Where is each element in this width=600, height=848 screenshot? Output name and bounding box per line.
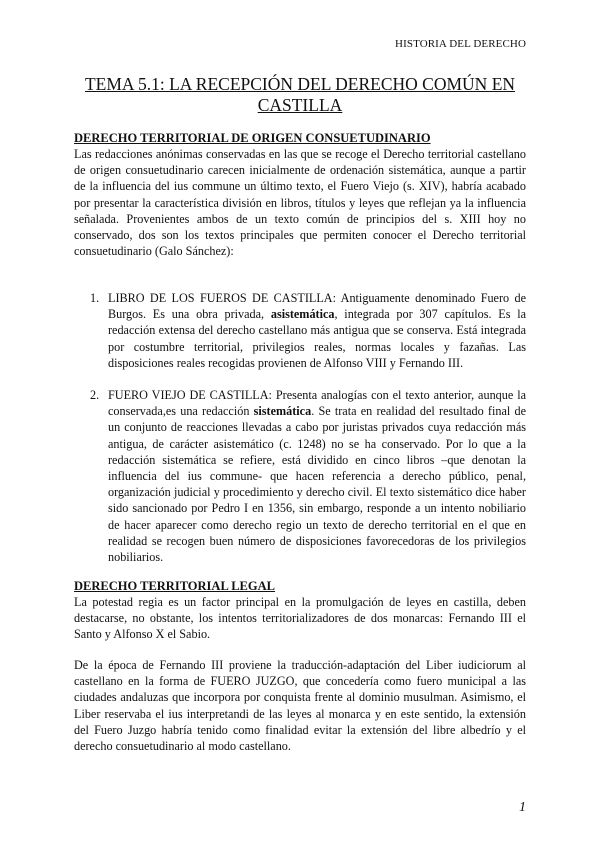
list-text: LIBRO DE LOS FUEROS DE CASTILLA: Antiguamente denominado Fuero de Burgos. Es una obra privada, [108,291,526,322]
running-header: HISTORIA DEL DERECHO [395,38,526,50]
title-line-2: CASTILLA [257,95,343,115]
section-heading-consuetudinario: DERECHO TERRITORIAL DE ORIGEN CONSUETUDINARIO [74,131,431,145]
title-line-1: TEMA 5.1: LA RECEPCIÓN DEL DERECHO COMÚN EN [84,74,516,94]
list-item-libro-fueros [90,290,526,371]
list-number: 1. [90,291,100,305]
intro-paragraph: Las redacciones anónimas conservadas en las que se recoge el Derecho territorial castellano de origen consuetudinario carecen inicialmente de ordenación sistemática, aunque a partir de la influencia del ius commune un último texto, el Fuero Viejo (s. XIV), habría acabado por presentar la característica división en libros, títulos y leyes que reflejan ya la influencia señalada. Provenientes ambos de un texto común de principios del s. XIII hoy no conservado, dos son los textos principales que permiten conocer el Derecho territorial consuetudinario (Galo Sánchez): [74,147,526,259]
list-bold-term: asistemática [270,307,335,322]
section-heading-legal: DERECHO TERRITORIAL LEGAL [74,579,275,593]
list-number: 2. [90,388,100,402]
list-text: . Se trata en realidad del resultado final de un conjunto de reacciones llevadas a cabo por juristas privados cuya redacción más antigua, de carácter asistemático (c. 1248) no se ha conservado. Por lo que a la redacción sistemática se refiere, está dividido en cinco libros –que denotan la influencia del ius commune- que hacen referencia a derecho público, penal, organización judicial y procedimiento y derecho civil. El texto sistemático dice haber sido sancionado por Pedro I en 1356, sin embargo, responde a un intento nobiliario de hacer aparecer como derecho regio un texto de derecho territorial en el que en realidad se recogen buen número de disposiciones favorecedoras de los privilegios nobiliarios. [108,404,526,565]
list-item-fuero-viejo [90,387,526,565]
list-text: , integrada por 307 capítulos. Es la redacción extensa del derecho castellano más antigua que se conserva. Está integrada por costumbre territorial, privilegios reales, normas locales y fazañas. Las disposiciones reales recogidas provienen de Alfonso VIII y Fernando III. [108,307,526,370]
list-text: FUERO VIEJO DE CASTILLA: Presenta analogías con el texto anterior, aunque la conservada,es una redacción [108,388,526,419]
page-number: 1 [519,800,526,815]
list-bold-term: sistemática [253,404,312,419]
legal-paragraph-1: La potestad regia es un factor principal en la promulgación de leyes en castilla, deben destacarse, no obstante, los intentos territorializadores de dos monarcas: Fernando III el Santo y Alfonso X el Sabio. [74,595,526,642]
page-title [80,74,520,116]
legal-paragraph-2: De la época de Fernando III proviene la traducción-adaptación del Liber iudiciorum al castellano en la forma de FUERO JUZGO, que concedería como fuero municipal a las ciudades andaluzas que incorpora por conquista frente al dominio musulman. Asimismo, el Liber reservaba el ius interpretandi de las leyes al monarca y en este sentido, la extensión del Fuero Juzgo habría tenido como finalidad evitar la extensión del libre albedrío y el derecho consuetudinario al modo castellano. [74,658,526,754]
